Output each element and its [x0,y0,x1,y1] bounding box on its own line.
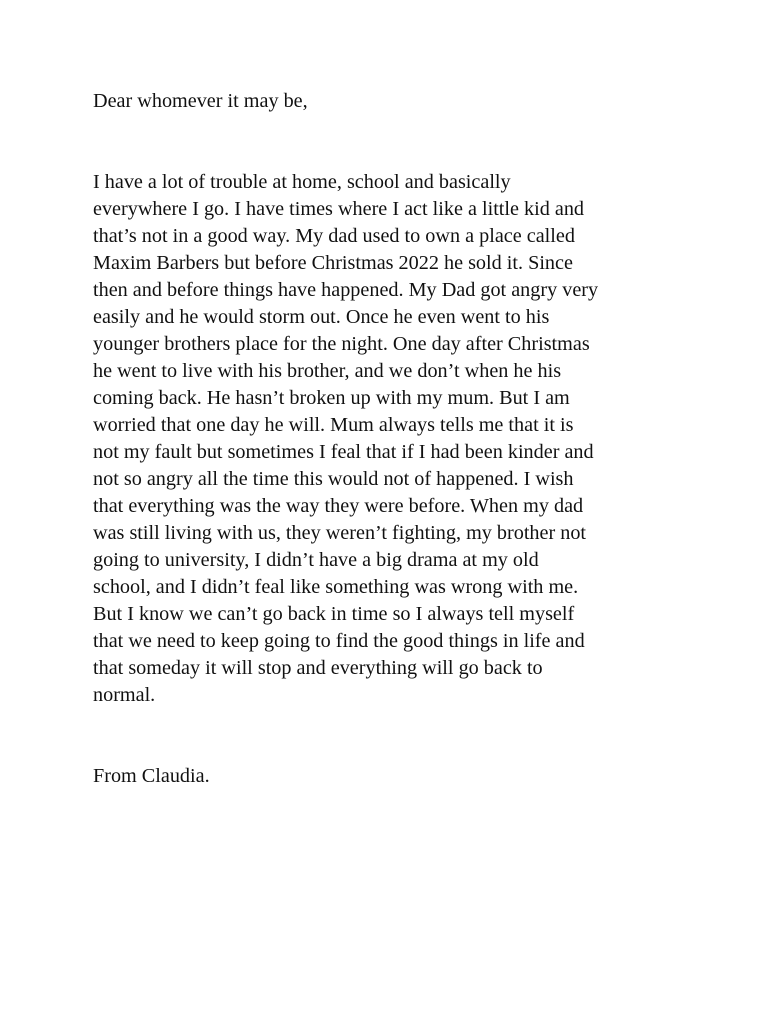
body-line: I have a lot of trouble at home, school and basically [93,171,511,193]
body-line: coming back. He hasn’t broken up with my mum. But I am [93,387,570,409]
body-line: worried that one day he will. Mum always tells me that it is [93,414,574,436]
body-line: everywhere I go. I have times where I act like a little kid and [93,198,585,220]
body-line: then and before things have happened. My Dad got angry very [93,279,599,301]
body-line: that someday it will stop and everything will go back to [93,657,543,679]
body-line: was still living with us, they weren’t fighting, my brother not [93,522,587,544]
body-line: not my fault but sometimes I feal that if I had been kinder and [93,441,594,463]
body-line: school, and I didn’t feal like something was wrong with me. [93,576,579,598]
body-line: normal. [93,684,156,706]
body-line: Maxim Barbers but before Christmas 2022 he sold it. Since [93,252,573,274]
letter-signoff: From Claudia. [93,765,210,787]
letter-body [93,169,683,709]
body-line: that’s not in a good way. My dad used to own a place called [93,225,575,247]
letter-salutation: Dear whomever it may be, [93,90,308,112]
body-line: going to university, I didn’t have a big drama at my old [93,549,539,571]
body-line: easily and he would storm out. Once he even went to his [93,306,550,328]
body-line: But I know we can’t go back in time so I always tell myself [93,603,575,625]
letter [93,88,683,790]
body-line: younger brothers place for the night. One day after Christmas [93,333,590,355]
body-line: not so angry all the time this would not of happened. I wish [93,468,574,490]
body-line: that we need to keep going to find the good things in life and [93,630,585,652]
body-line: that everything was the way they were before. When my dad [93,495,584,517]
body-line: he went to live with his brother, and we don’t when he his [93,360,562,382]
